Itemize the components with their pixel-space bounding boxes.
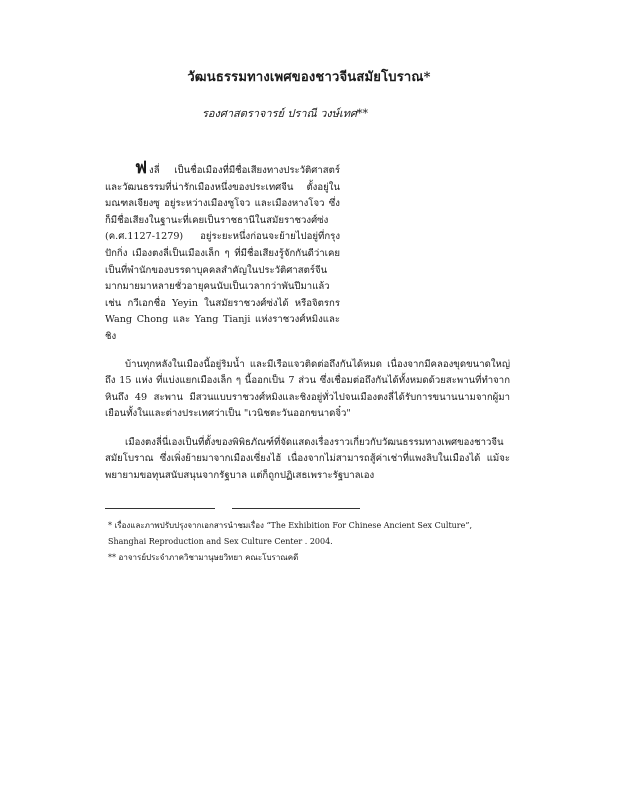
intro-paragraph	[105, 160, 340, 346]
intro-text: งลี่ เป็นชื่อเมืองที่มีชื่อเสียงทางประวัติศาสตร์และวัฒนธรรมที่น่ารักเมืองหนึ่งของประเทศจีน ตั้งอยู่ในมณฑลเจียงซู อยู่ระหว่างเมืองซูโจว และเมืองหางโจว ซึ่งก็มีชื่อเสียงในฐานะที่เคยเป็นราชธานีในสมัยราชวงศ์ซ่ง (ค.ศ.1127-1279) อยู่ระยะหนึ่งก่อนจะย้ายไปอยู่ที่กรุงปักกิ่ง เมืองตงลี่เป็นเมืองเล็ก ๆ ที่มีชื่อเสียงรู้จักกันดีว่าเคยเป็นที่พำนักของบรรดาบุคคลสำคัญในประวัติศาสตร์จีนมากมายมาหลายชั่วอายุคนนับเป็นเวลากว่าพันปีมาแล้ว เช่น กวีเอกชื่อ Yeyin ในสมัยราชวงศ์ซ่งได้ หรือจิตรกร Wang Chong และ Yang Tianji แห่งราชวงศ์หมิงและชิง	[105, 165, 340, 342]
footnote-2: ** อาจารย์ประจำภาควิชามานุษยวิทยา คณะโบราณคดี	[108, 553, 299, 562]
article-title: วัฒนธรรมทางเพศของชาวจีนสมัยโบราณ*	[187, 70, 431, 85]
body-paragraph-2: เมืองตงลี่นี่เองเป็นที่ตั้งของพิพิธภัณฑ์ที่จัดแสดงเรื่องราวเกี่ยวกับวัฒนธรรมทางเพศของชาวจีนสมัยโบราณ ซึ่งเพิ่งย้ายมาจากเมืองเซี่ยงไฮ้ เนื่องจากไม่สามารถสู้ค่าเช่าที่แพงลิบในเมืองได้ แม้จะพยายามขอทุนสนับสนุนจากรัฐบาล แต่ก็ถูกปฏิเสธเพราะรัฐบาลเอง	[105, 437, 510, 481]
drop-cap: ฟ	[135, 158, 148, 178]
footnote-rule	[105, 508, 215, 509]
body-paragraph-1: บ้านทุกหลังในเมืองนี้อยู่ริมน้ำ และมีเรือแจวติดต่อถึงกันได้หมด เนื่องจากมีคลองขุดขนาดใหญ่ถึง 15 แห่ง ที่แบ่งแยกเมืองเล็ก ๆ นี้ออกเป็น 7 ส่วน ซึ่งเชื่อมต่อถึงกันได้ทั้งหมดด้วยสะพานที่ทำจากหินถึง 49 สะพาน มีสวนแบบราชวงศ์หมิงและชิงอยู่ทั่วไปจนเมืองตงลี่ได้รับการขนานนามจากผู้มาเยือนทั้งในและต่างประเทศว่าเป็น "เวนิชตะวันออกขนาดจิ๋ว"	[105, 359, 510, 420]
footnotes	[108, 518, 528, 566]
author-line: รองศาสตราจารย์ ปราณี วงษ์เทศ**	[201, 107, 368, 120]
footnote-rule-segment	[232, 508, 360, 509]
footnote-1-cont: Shanghai Reproduction and Sex Culture Center . 2004.	[108, 537, 333, 546]
footnote-1: * เรื่องและภาพปรับปรุงจากเอกสารนำชมเรื่อง “The Exhibition For Chinese Ancient Sex Culture”,	[108, 521, 472, 530]
